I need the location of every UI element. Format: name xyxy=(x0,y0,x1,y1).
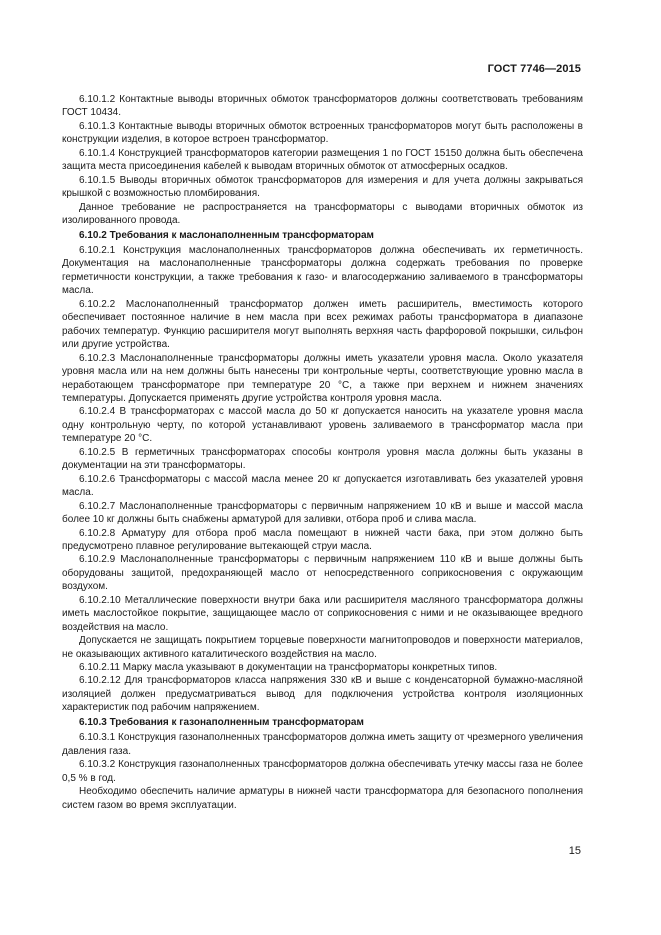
body-paragraph: Допускается не защищать покрытием торцевые поверхности магнитопроводов и поверхности материалов, не оказывающих активного каталитического воздействия на масло. xyxy=(62,635,583,660)
body-paragraph: 6.10.2.12 Для трансформаторов класса напряжения 330 кВ и выше с конденсаторной бумажно-масляной изоляцией должен предусматриваться вывод для подключения устройства контроля изоляционных характеристик под рабочим напряжением. xyxy=(62,675,583,714)
body-paragraph: 6.10.2.10 Металлические поверхности внутри бака или расширителя масляного трансформатора должны иметь маслостойкое покрытие, защищающее масло от соприкосновения с ними и не оказывающее вредного воздействия на масло. xyxy=(62,594,583,633)
body-paragraph: 6.10.1.3 Контактные выводы вторичных обмоток встроенных трансформаторов могут быть расположены в конструкции изделия, в которое встроен трансформатор. xyxy=(62,120,583,146)
body-paragraph: 6.10.1.5 Выводы вторичных обмоток трансформаторов для измерения и для учета должны закрываться крышкой с возможностью пломбирования. xyxy=(62,174,583,200)
body-paragraph: 6.10.1.4 Конструкцией трансформаторов категории размещения 1 по ГОСТ 15150 должна быть обеспечена защита места присоединения кабелей к выводам вторичных обмоток от атмосферных осадков. xyxy=(62,147,583,173)
body-paragraph: 6.10.2.2 Маслонаполненный трансформатор должен иметь расширитель, вместимость которого обеспечивает постоянное наличие в нем масла при всех режимах работы трансформатора в диапазоне рабочих температур. Функцию расширителя могут выполнять верхняя часть фарфоровой покрышки, сильфон или другие устройства. xyxy=(62,298,583,351)
body-paragraph: 6.10.2.5 В герметичных трансформаторах способы контроля уровня масла должны быть указаны в документации на эти трансформаторы. xyxy=(62,446,583,472)
body-paragraph: 6.10.3.1 Конструкция газонаполненных трансформаторов должна иметь защиту от чрезмерного увеличения давления газа. xyxy=(62,732,583,757)
document-id-header: ГОСТ 7746—2015 xyxy=(487,63,581,75)
body-paragraph: 6.10.2.8 Арматуру для отбора проб масла помещают в нижней части бака, при этом должно быть предусмотрено плавное регулирование вытекающей струи масла. xyxy=(62,527,583,552)
body-paragraph: Необходимо обеспечить наличие арматуры в нижней части трансформатора для безопасного пополнения систем газом во время эксплуатации. xyxy=(62,786,583,811)
body-paragraph: 6.10.1.2 Контактные выводы вторичных обмоток трансформаторов должны соответствовать требованиям ГОСТ 10434. xyxy=(62,94,583,119)
body-paragraph: 6.10.2.7 Маслонаполненные трансформаторы с первичным напряжением 10 кВ и выше и массой масла более 10 кг должны быть снабжены арматурой для заливки, отбора проб и слива масла. xyxy=(62,500,583,526)
body-paragraph: 6.10.2.9 Маслонаполненные трансформаторы с первичным напряжением 110 кВ и выше должны быть оборудованы защитой, предохраняющей масло от непосредственного соприкосновения с окружающим воздухом. xyxy=(62,554,583,593)
body-paragraph: 6.10.2.11 Марку масла указывают в документации на трансформаторы конкретных типов. xyxy=(79,662,498,674)
body-paragraph: Данное требование не распространяется на трансформаторы с выводами вторичных обмоток из изолированного провода. xyxy=(62,201,583,227)
body-paragraph: 6.10.2.3 Маслонаполненные трансформаторы должны иметь указатели уровня масла. Около указателя уровня масла или на нем должны быть нанесены три контрольные черты, соответствующие уровню масла в неработающем трансформаторе при температуре 20 °С, а также при верхнем и нижнем значениях температуры. Допускается применять другие устройства контроля уровня масла. xyxy=(62,352,583,404)
section-heading: 6.10.2 Требования к маслонаполненным трансформаторам xyxy=(79,229,374,241)
document-body xyxy=(62,93,583,812)
body-paragraph: 6.10.3.2 Конструкция газонаполненных трансформаторов должна обеспечивать утечку массы газа не более 0,5 % в год. xyxy=(62,759,583,784)
section-heading: 6.10.3 Требования к газонаполненным трансформаторам xyxy=(79,716,364,728)
body-paragraph: 6.10.2.6 Трансформаторы с массой масла менее 20 кг допускается изготавливать без указателей уровня масла. xyxy=(62,473,583,499)
body-paragraph: 6.10.2.4 В трансформаторах с массой масла до 50 кг допускается наносить на указателе уровня масла одну контрольную черту, по которой устанавливают уровень заливаемого в трансформатор масла при температуре 20 °С. xyxy=(62,406,583,445)
body-paragraph: 6.10.2.1 Конструкция маслонаполненных трансформаторов должна обеспечивать их герметичность. Документация на маслонаполненные трансформаторы должна содержать требования по проверке герметичности конструкции, а также требования к газо- и влагосодержанию заливаемого в трансформаторы масла. xyxy=(62,244,583,297)
page-number: 15 xyxy=(568,845,581,857)
